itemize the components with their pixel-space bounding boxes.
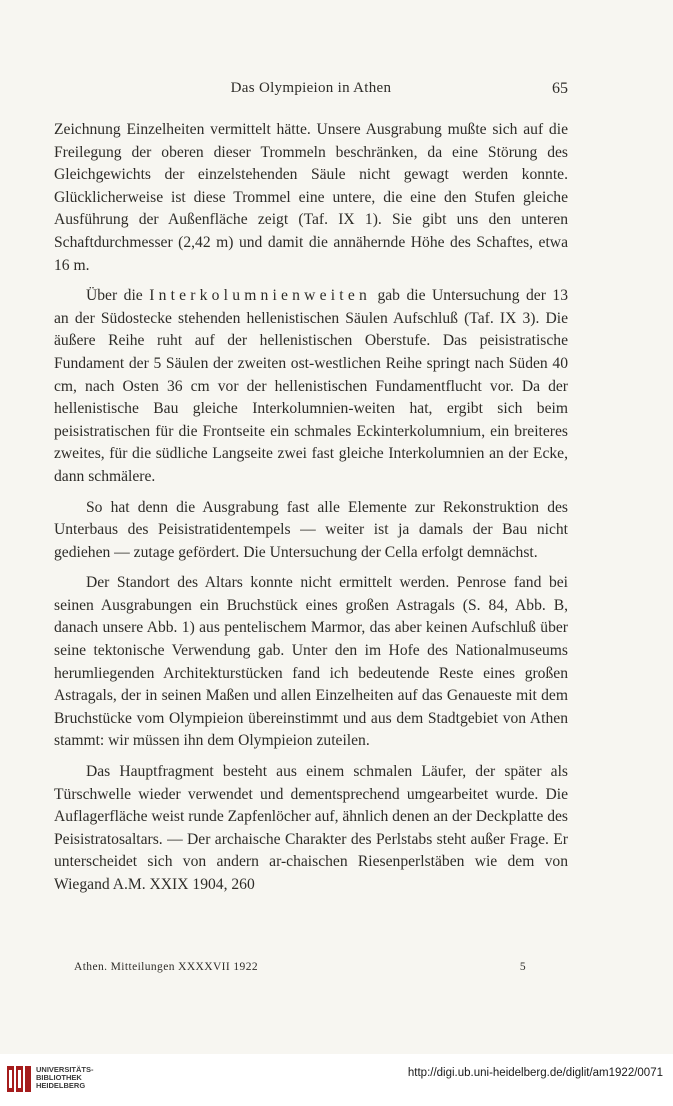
paragraph-2-rest: gab die Untersuchung der 13 an der Südostecke stehenden hellenistischen Säulen Aufschluß (Taf. IX 3). Die äußere Reihe ruht auf der hellenistischen Oberstufe. Das peisistratische Fundament der 5 Säulen der zweiten ost-westlichen Reihe springt nach Süden 40 cm, nach Osten 36 cm vor der hellenistischen Fundamentflucht vor. Da der hellenistische Bau gleiche Interkolumnien-weiten hat, ergibt sich beim peisistratischen für die Frontseite ein schmales Eckinterkolumnium, ein breiteres zweites, für die südliche Langseite zwei fast gleiche Interkolumnien an der Ecke, dann schmälere.	[54, 287, 568, 485]
library-logo[interactable]	[6, 1064, 94, 1098]
paragraph-2-lead: Über die	[86, 287, 150, 305]
library-name-line-2: BIBLIOTHEK	[36, 1073, 82, 1083]
body-text	[54, 119, 568, 905]
library-logo-text	[36, 1066, 94, 1091]
page-footer	[74, 961, 526, 973]
library-logo-icon	[6, 1064, 32, 1094]
sheet-signature: 5	[519, 961, 526, 973]
library-name-line-3: HEIDELBERG	[36, 1081, 86, 1091]
running-title: Das Olympieion in Athen	[230, 80, 392, 96]
paragraph-4: Der Standort des Altars konnte nicht ermittelt werden. Penrose fand bei seinen Ausgrabungen ein Bruchstück eines großen Astragals (S. 84, Abb. B, danach unsere Abb. 1) aus pentelischem Marmor, das aber keinen Aufschluß über seine tektonische Verwendung gab. Unter den im Hofe des Nationalmuseums herumliegenden Architekturstücken fand ich bedeutende Reste eines großen Astragals, der in seinen Maßen und allen Einzelheiten auf das Genaueste mit dem Bruchstücke vom Olympieion übereinstimmt und aus dem Stadtgebiet von Athen stammt: wir müssen ihn dem Olympieion zuteilen.	[54, 574, 568, 750]
running-header	[54, 80, 568, 104]
library-name-line-1: UNIVERSITÄTS-	[36, 1065, 94, 1074]
paragraph-5: Das Hauptfragment besteht aus einem schmalen Läufer, der später als Türschwelle wieder verwendet und dementsprechend umgearbeitet wurde. Die Auflagerfläche weist runde Zapfenlöcher auf, ähnlich denen an der Deckplatte des Peisistratosaltars. — Der archaische Charakter des Perlstabs steht außer Frage. Er unterscheidet sich von andern ar-chaischen Riesenperlstäben wie dem von Wiegand A.M. XXIX 1904, 260	[54, 763, 568, 893]
paragraph-1: Zeichnung Einzelheiten vermittelt hätte. Unsere Ausgrabung mußte sich auf die Freilegung der oberen dieser Trommeln beschränken, da eine Störung des Gleichgewichts der einzelstehenden Säule nicht gewagt werden konnte. Glücklicherweise ist diese Trommel eine untere, die eine den Stufen gleiche Ausführung der Außenfläche zeigt (Taf. IX 1). Sie gibt uns den unteren Schaftdurchmesser (2,42 m) und damit die annähernde Höhe des Schaftes, etwa 16 m.	[54, 121, 568, 274]
spaced-term-interkolumnienweiten: Interkolumnienweiten	[149, 287, 371, 305]
paragraph-3: So hat denn die Ausgrabung fast alle Elemente zur Rekonstruktion des Unterbaus des Peisistratidentempels — weiter ist ja damals der Bau nicht gediehen — zutage gefördert. Die Untersuchung der Cella erfolgt demnächst.	[54, 498, 568, 561]
journal-signature-line: Athen. Mitteilungen XXXXVII 1922	[74, 961, 258, 973]
digital-copy-url[interactable]: http://digi.ub.uni-heidelberg.de/diglit/am1922/0071	[407, 1067, 663, 1079]
library-bar	[0, 1054, 673, 1106]
paragraph-2	[54, 285, 568, 488]
page-number: 65	[552, 80, 568, 97]
